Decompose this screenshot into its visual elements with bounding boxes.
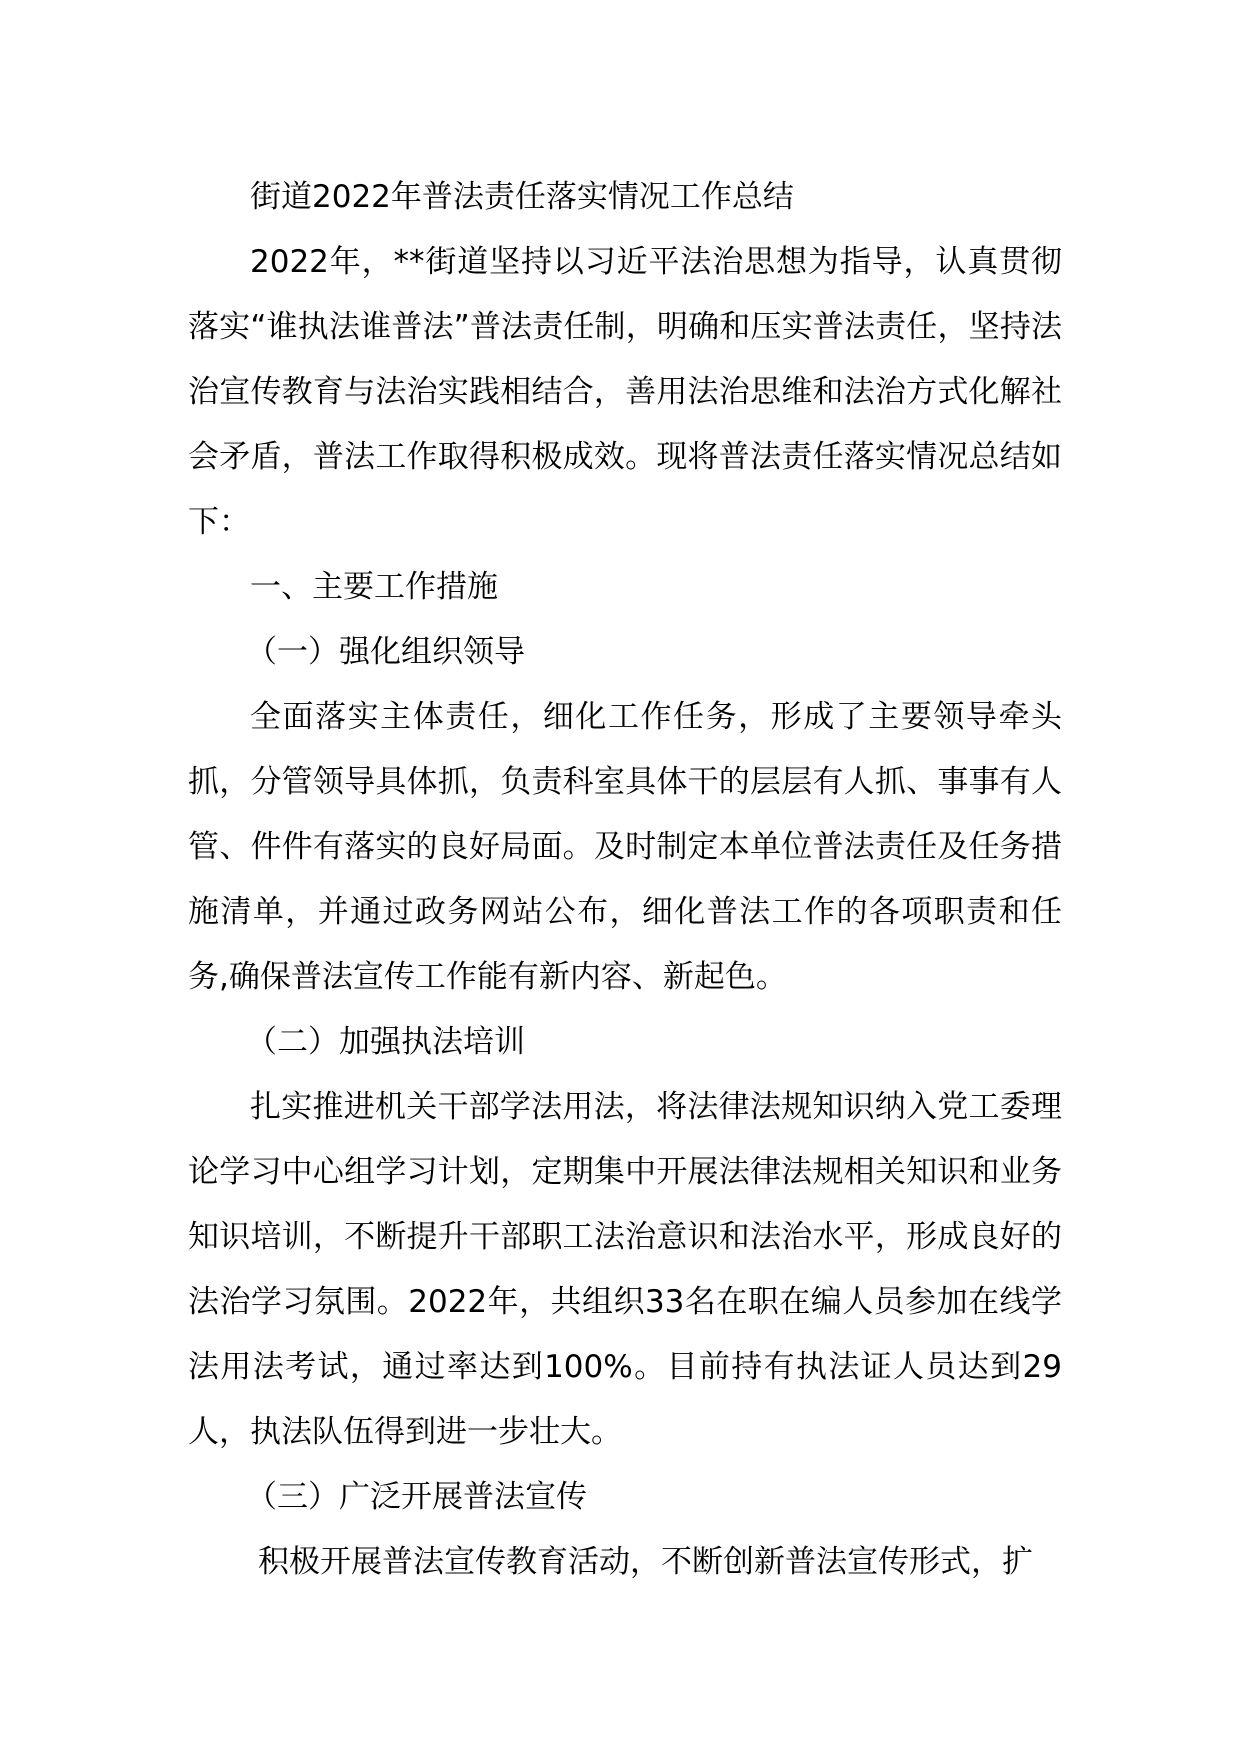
section-heading-main-measures: 一、主要工作措施 — [250, 569, 498, 605]
document-title: 街道2022年普法责任落实情况工作总结 — [250, 179, 794, 215]
subsection-heading-training: （二）加强执法培训 — [246, 1024, 525, 1060]
subsection-body-training: 扎实推进机关干部学法用法，将法律法规知识纳入党工委理论学习中心组学习计划，定期集中开展法律法规相关知识和业务知识培训，不断提升干部职工法治意识和法治水平，形成良好的法治学习氛围。2022年，共组织33名在职在编人员参加在线学法用法考试，通过率达到100%。目前持有执法证人员达到29人，执法队伍得到进一步壮大。 — [188, 1089, 1062, 1450]
subsection-body-organization: 全面落实主体责任，细化工作任务，形成了主要领导牵头抓，分管领导具体抓，负责科室具体干的层层有人抓、事事有人管、件件有落实的良好局面。及时制定本单位普法责任及任务措施清单，并通过政务网站公布，细化普法工作的各项职责和任务,确保普法宣传工作能有新内容、新起色。 — [188, 699, 1062, 995]
subsection-body-publicity: 积极开展普法宣传教育活动，不断创新普法宣传形式，扩 — [258, 1544, 1033, 1580]
intro-paragraph: 2022年，**街道坚持以习近平法治思想为指导，认真贯彻落实“谁执法谁普法”普法责任制，明确和压实普法责任，坚持法治宣传教育与法治实践相结合，善用法治思维和法治方式化解社会矛盾，普法工作取得积极成效。现将普法责任落实情况总结如下： — [188, 244, 1062, 540]
subsection-heading-organization: （一）强化组织领导 — [246, 634, 525, 670]
subsection-heading-publicity: （三）广泛开展普法宣传 — [246, 1479, 587, 1515]
document-body — [188, 165, 1062, 1595]
